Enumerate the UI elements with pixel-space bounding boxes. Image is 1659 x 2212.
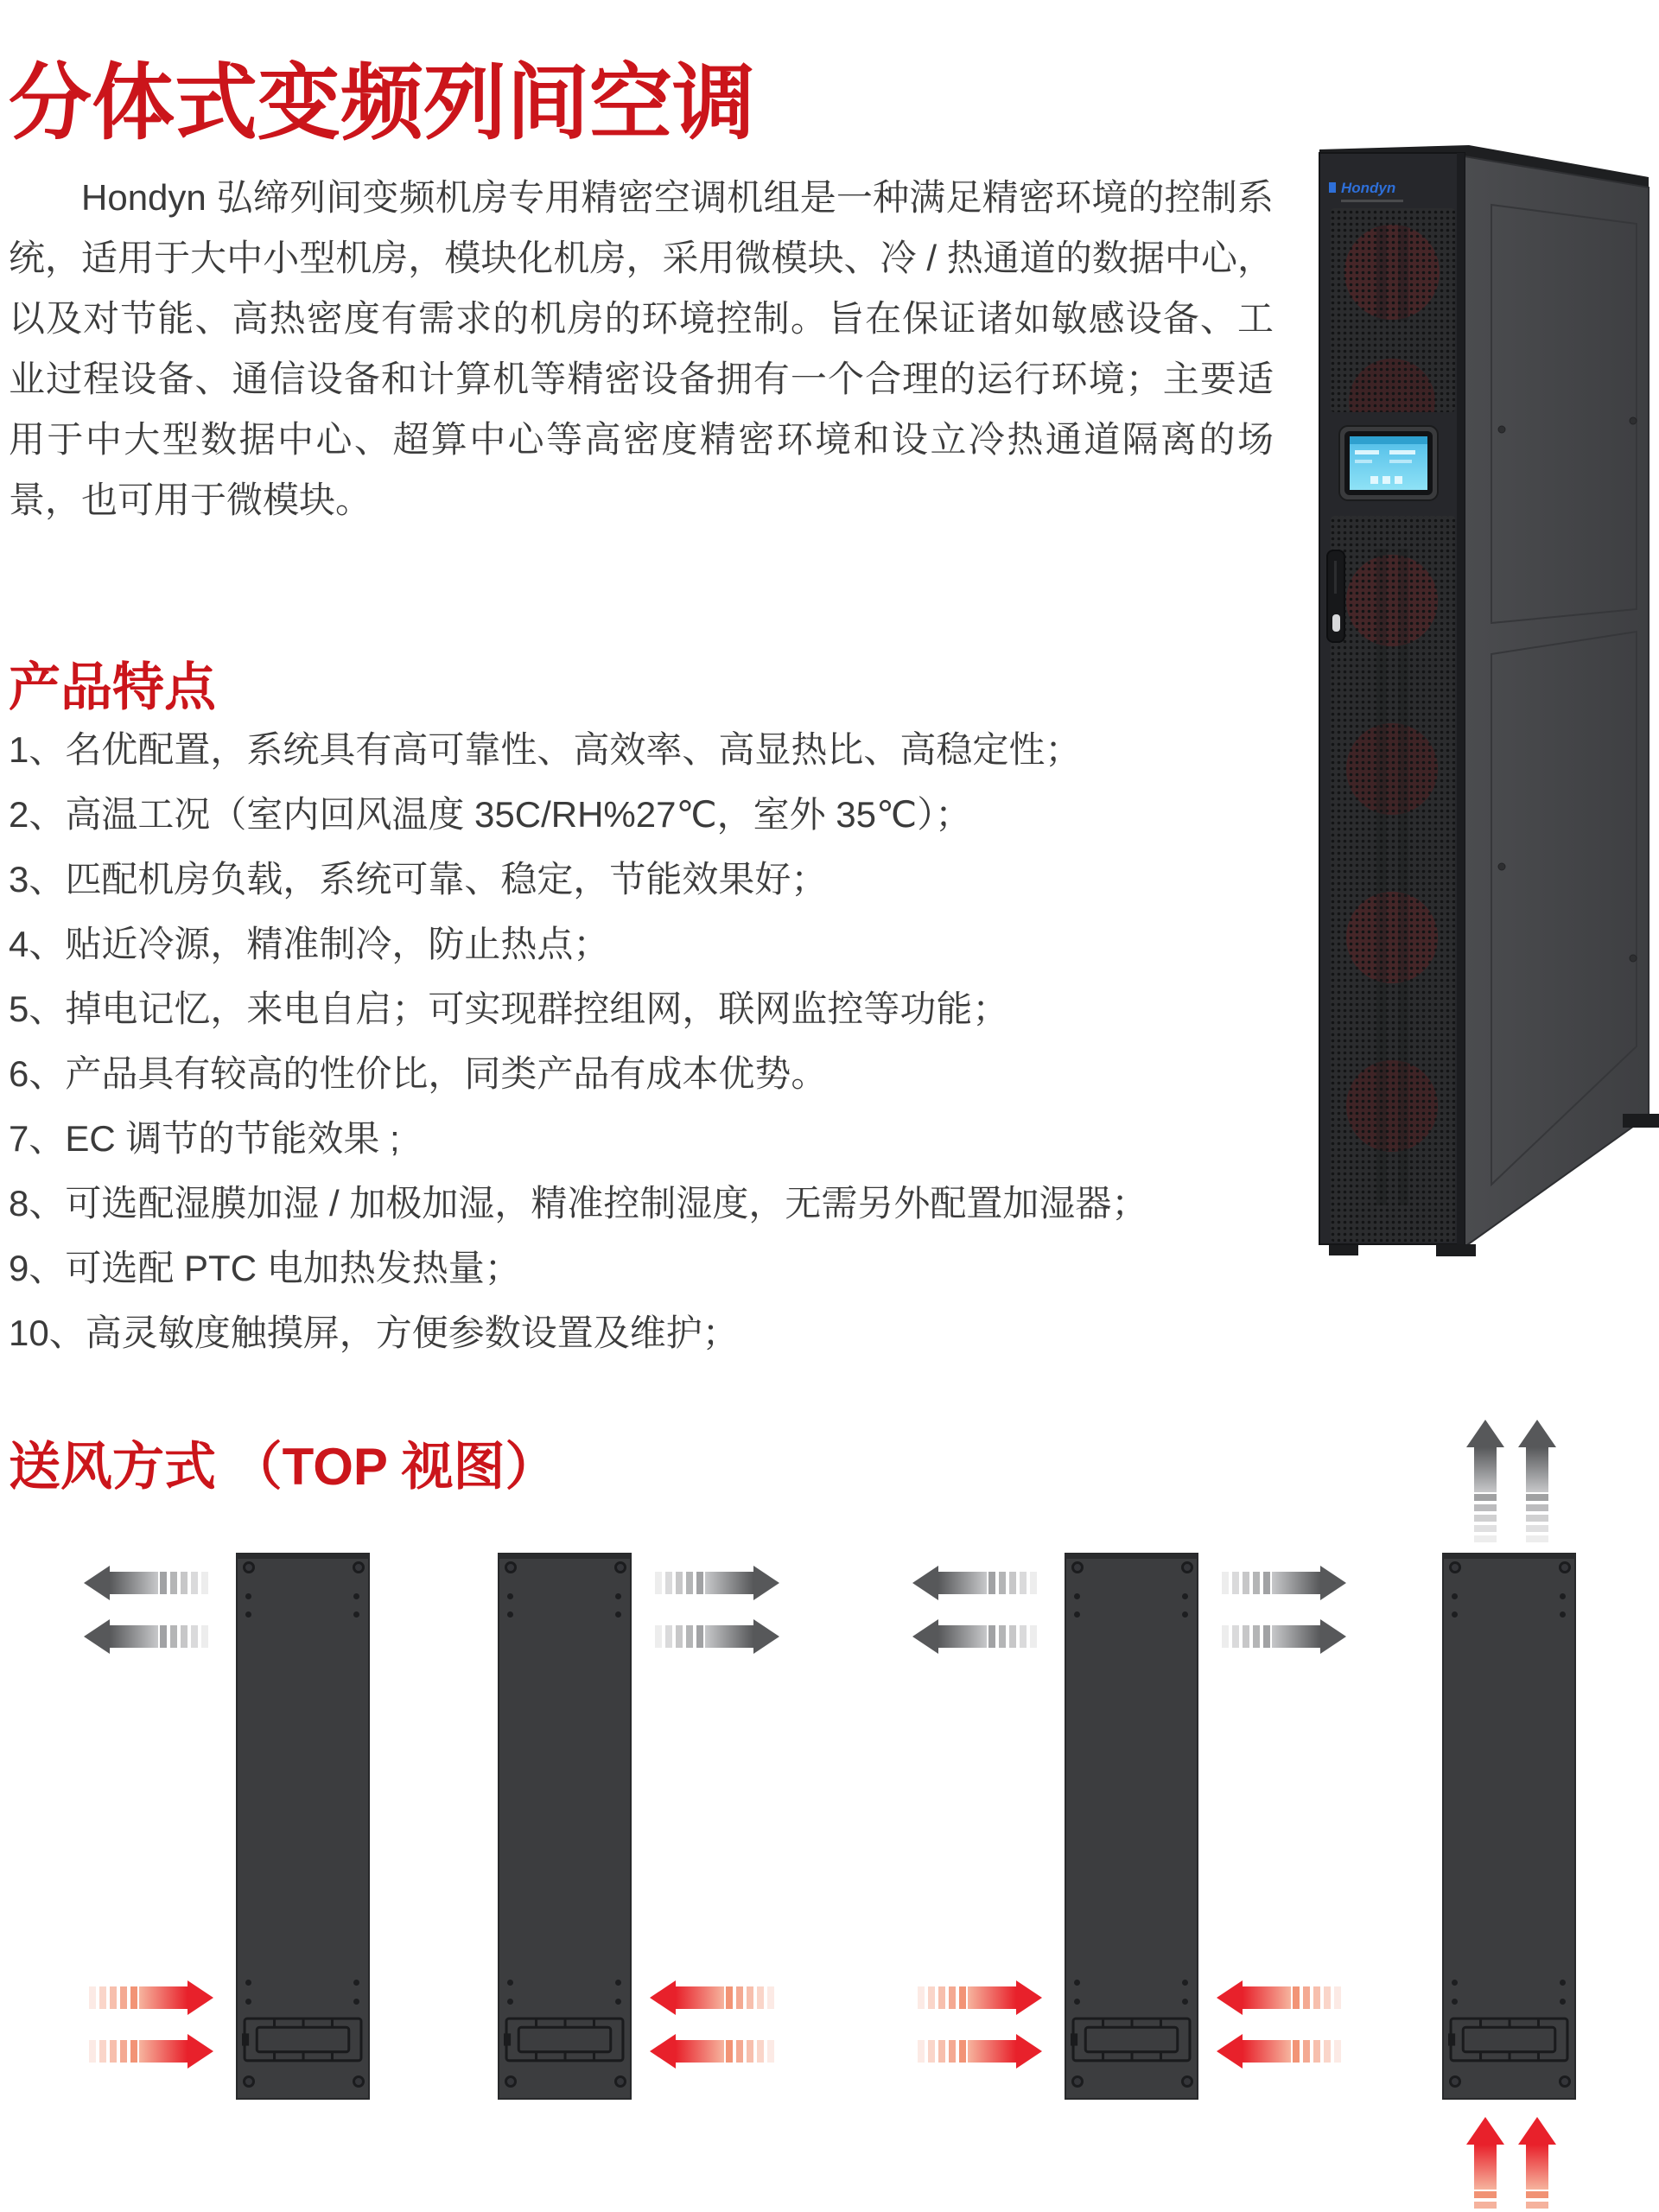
return-air-arrow bbox=[650, 2034, 779, 2069]
return-air-arrow bbox=[84, 1980, 213, 2015]
screw bbox=[1559, 1561, 1571, 1573]
ac-unit-1-top-view bbox=[236, 1553, 370, 2100]
features-heading: 产品特点 bbox=[9, 658, 216, 716]
panel-dot bbox=[1452, 1999, 1458, 2005]
panel-dot bbox=[353, 1611, 359, 1618]
screw bbox=[1181, 1561, 1193, 1573]
supply-air-arrow bbox=[84, 1566, 213, 1600]
panel-dot bbox=[615, 1999, 621, 2005]
intro-paragraph: Hondyn 弘缔列间变频机房专用精密空调机组是一种满足精密环境的控制系统，适用于大中小型机房，模块化机房，采用微模块、冷 / 热通道的数据中心，以及对节能、高热密度有需求的机房的环境控制。旨在保证诸如敏感设备、工业过程设备、通信设备和计算机等精密设备拥有一个合理的运行环境；主要适用于中大型数据中心、超算中心等高密度精密环境和设立冷热通道隔离的场景，也可用于微模块。 bbox=[9, 177, 1274, 520]
screw bbox=[505, 1561, 517, 1573]
brand-logo-text: Hondyn bbox=[1341, 180, 1396, 196]
panel-dot bbox=[1074, 1611, 1080, 1618]
supply-air-arrow bbox=[650, 1619, 779, 1654]
panel-dot bbox=[1560, 1999, 1566, 2005]
return-air-arrow bbox=[1217, 2034, 1346, 2069]
screw bbox=[614, 2075, 626, 2088]
feature-item-6: 6、产品具有较高的性价比，同类产品有成本优势。 bbox=[9, 1053, 828, 1094]
screw bbox=[505, 2075, 517, 2088]
screw bbox=[1449, 1561, 1461, 1573]
panel-dot bbox=[507, 1980, 513, 1986]
screw bbox=[1071, 1561, 1084, 1573]
panel-dot bbox=[1560, 1980, 1566, 1986]
panel-dot bbox=[1452, 1980, 1458, 1986]
feature-item-4: 4、贴近冷源，精准制冷，防止热点； bbox=[9, 924, 610, 964]
page-title: 分体式变频列间空调 bbox=[9, 57, 755, 150]
supply-air-arrow bbox=[1518, 1420, 1556, 1544]
panel-dot bbox=[1182, 1980, 1188, 1986]
screw bbox=[1181, 2075, 1193, 2088]
panel-dot bbox=[245, 1980, 251, 1986]
screw bbox=[1071, 2075, 1084, 2088]
feature-item-5: 5、掉电记忆，来电自启；可实现群控组网，联网监控等功能； bbox=[9, 988, 1009, 1029]
panel-dot bbox=[353, 1593, 359, 1599]
panel-dot bbox=[245, 1611, 251, 1618]
panel-dot bbox=[615, 1611, 621, 1618]
screw bbox=[243, 1561, 255, 1573]
door-handle bbox=[1327, 550, 1344, 642]
brand-sub-text bbox=[1341, 200, 1403, 202]
supply-air-arrow bbox=[1466, 1420, 1504, 1544]
return-air-arrow bbox=[912, 2034, 1042, 2069]
screw bbox=[614, 1561, 626, 1573]
screw bbox=[353, 1561, 365, 1573]
return-air-arrow bbox=[1518, 2117, 1556, 2212]
feature-item-9: 9、可选配 PTC 电加热发热量； bbox=[9, 1248, 521, 1288]
panel-dot bbox=[353, 1999, 359, 2005]
bottom-fan-grille bbox=[242, 2016, 364, 2067]
return-air-arrow bbox=[1466, 2117, 1504, 2212]
bottom-fan-grille bbox=[504, 2016, 626, 2067]
panel-dot bbox=[1074, 1980, 1080, 1986]
lower-fan-grille bbox=[1331, 516, 1455, 1242]
panel-dot bbox=[1560, 1593, 1566, 1599]
ac-unit-2-top-view bbox=[498, 1553, 632, 2100]
brand-mark bbox=[1329, 182, 1336, 193]
panel-dot bbox=[1182, 1611, 1188, 1618]
upper-fan-grille bbox=[1331, 208, 1455, 445]
panel-dot bbox=[1452, 1611, 1458, 1618]
panel-dot bbox=[1452, 1593, 1458, 1599]
panel-dot bbox=[1074, 1999, 1080, 2005]
supply-air-arrow bbox=[1217, 1566, 1346, 1600]
supply-air-arrow bbox=[912, 1566, 1042, 1600]
panel-dot bbox=[615, 1980, 621, 1986]
panel-dot bbox=[507, 1999, 513, 2005]
return-air-arrow bbox=[650, 1980, 779, 2015]
cabinet-side-panel bbox=[1465, 156, 1649, 1247]
cabinet-front-panel bbox=[1319, 153, 1465, 1244]
features-list bbox=[9, 717, 1147, 1365]
feature-item-1: 1、名优配置，系统具有高可靠性、高效率、高显热比、高稳定性； bbox=[9, 729, 1082, 770]
bottom-fan-grille bbox=[1448, 2016, 1570, 2067]
panel-dot bbox=[353, 1980, 359, 1986]
panel-dot bbox=[245, 1999, 251, 2005]
panel-dot bbox=[1560, 1611, 1566, 1618]
ac-unit-4-top-view bbox=[1442, 1553, 1576, 2100]
feature-item-7: 7、EC 调节的节能效果 ; bbox=[9, 1118, 400, 1159]
supply-air-arrow bbox=[84, 1619, 213, 1654]
touchscreen-display bbox=[1339, 426, 1438, 500]
screw bbox=[1559, 2075, 1571, 2088]
screw bbox=[353, 2075, 365, 2088]
supply-air-arrow bbox=[650, 1566, 779, 1600]
panel-dot bbox=[245, 1593, 251, 1599]
airflow-heading: 送风方式 （TOP 视图） bbox=[9, 1438, 557, 1496]
feature-item-3: 3、匹配机房负载，系统可靠、稳定，节能效果好； bbox=[9, 859, 828, 899]
airflow-diagram bbox=[0, 1382, 1659, 2212]
bottom-fan-grille bbox=[1071, 2016, 1192, 2067]
panel-dot bbox=[507, 1611, 513, 1618]
product-photo bbox=[1287, 143, 1659, 1257]
screw bbox=[1449, 2075, 1461, 2088]
feature-item-2: 2、高温工况（室内回风温度 35C/RH%27℃，室外 35℃）； bbox=[9, 794, 972, 835]
panel-dot bbox=[1182, 1593, 1188, 1599]
panel-dot bbox=[507, 1593, 513, 1599]
return-air-arrow bbox=[1217, 1980, 1346, 2015]
supply-air-arrow bbox=[912, 1619, 1042, 1654]
supply-air-arrow bbox=[1217, 1619, 1346, 1654]
return-air-arrow bbox=[84, 2034, 213, 2069]
panel-dot bbox=[615, 1593, 621, 1599]
screw bbox=[243, 2075, 255, 2088]
panel-dot bbox=[1182, 1999, 1188, 2005]
return-air-arrow bbox=[912, 1980, 1042, 2015]
panel-dot bbox=[1074, 1593, 1080, 1599]
feature-item-8: 8、可选配湿膜加湿 / 加极加湿，精准控制湿度，无需另外配置加湿器； bbox=[9, 1183, 1148, 1224]
feature-item-10: 10、高灵敏度触摸屏，方便参数设置及维护； bbox=[9, 1313, 739, 1353]
ac-unit-3-top-view bbox=[1065, 1553, 1198, 2100]
